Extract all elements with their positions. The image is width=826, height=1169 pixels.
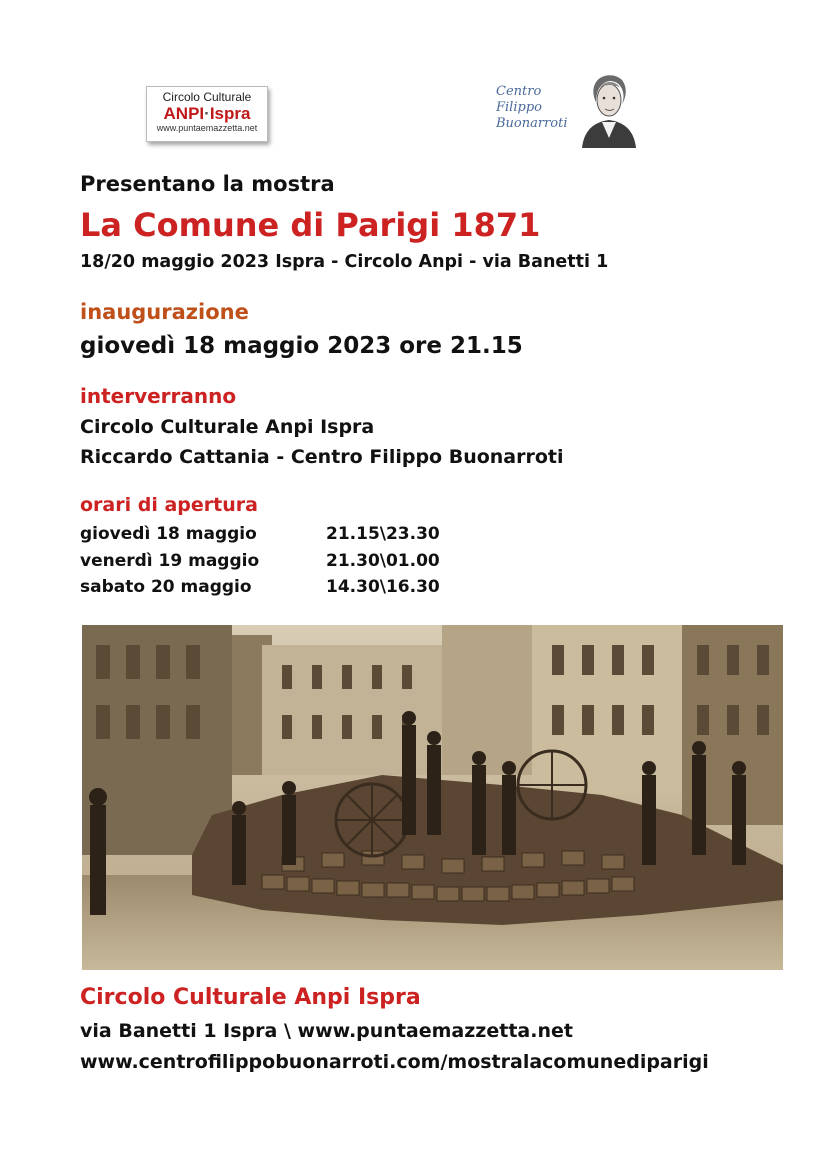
anpi-logo <box>146 86 268 142</box>
opening-hours-row <box>80 524 500 548</box>
buonarroti-logo-text <box>496 84 576 132</box>
buonarroti-logo-line3: Buonarroti <box>496 116 568 131</box>
opening-hours-time: 14.30\16.30 <box>326 577 440 597</box>
speaker-item: Riccardo Cattania - Centro Filippo Buonarroti <box>80 446 564 468</box>
opening-hours-row <box>80 577 500 601</box>
speaker-item: Circolo Culturale Anpi Ispra <box>80 416 375 438</box>
inauguration-label: inaugurazione <box>80 300 249 324</box>
opening-hours-time: 21.30\01.00 <box>326 551 440 571</box>
opening-hours-day: venerdì 19 maggio <box>80 551 260 571</box>
footer-organization: Circolo Culturale Anpi Ispra <box>80 985 421 1010</box>
anpi-logo-line1: Circolo Culturale <box>162 90 252 104</box>
anpi-logo-sep: · <box>204 104 210 123</box>
buonarroti-logo-line1: Centro <box>496 84 542 99</box>
footer-url: www.centrofilippobuonarroti.com/mostralacomunediparigi <box>80 1051 709 1073</box>
anpi-logo-line2 <box>147 104 267 123</box>
speakers-label: interverranno <box>80 384 237 408</box>
opening-hours-row <box>80 551 500 575</box>
footer-address: via Banetti 1 Ispra \ www.puntaemazzetta.net <box>80 1020 573 1042</box>
buonarroti-logo-line2: Filippo <box>496 100 542 115</box>
barricade-photo <box>82 625 783 970</box>
anpi-logo-ispra: Ispra <box>209 104 251 123</box>
anpi-logo-anpi: ANPI <box>163 104 205 123</box>
opening-hours-day: sabato 20 maggio <box>80 577 252 597</box>
exhibition-title: La Comune di Parigi 1871 <box>80 206 541 244</box>
opening-hours-day: giovedì 18 maggio <box>80 524 257 544</box>
opening-hours-time: 21.15\23.30 <box>326 524 440 544</box>
portrait-icon <box>578 72 640 148</box>
buonarroti-logo <box>496 72 646 150</box>
inauguration-datetime: giovedì 18 maggio 2023 ore 21.15 <box>80 333 523 359</box>
anpi-logo-url: www.puntaemazzetta.net <box>156 123 258 133</box>
exhibition-dates: 18/20 maggio 2023 Ispra - Circolo Anpi - via Banetti 1 <box>80 252 609 272</box>
opening-hours-label: orari di apertura <box>80 494 258 516</box>
intro-text: Presentano la mostra <box>80 172 335 196</box>
